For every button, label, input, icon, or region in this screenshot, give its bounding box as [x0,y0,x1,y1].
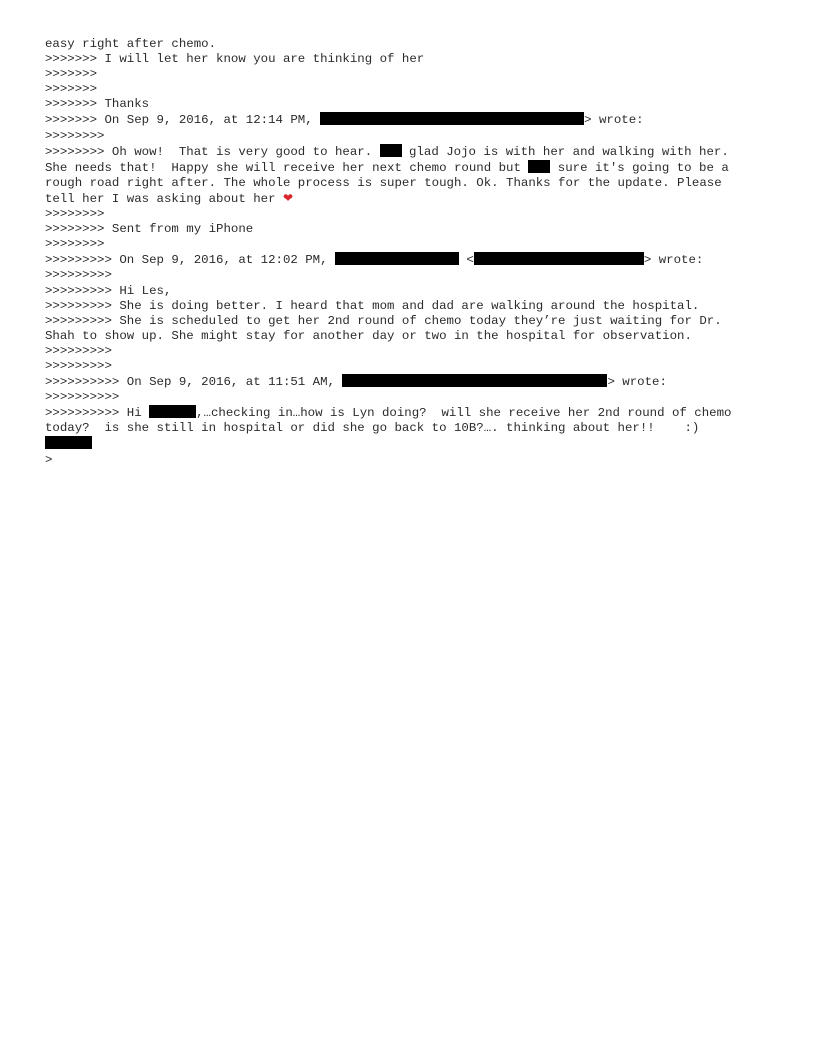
redaction-box [528,160,550,173]
text-line [45,144,785,160]
text-line: >>>>>>> I will let her know you are thinking of her [45,52,425,67]
text-segment: tell her I was asking about her [45,191,283,206]
text-line [45,191,785,207]
quote-header-prefix: >>>>>>>>>> On Sep 9, 2016, at 11:51 AM, [45,375,343,390]
quote-header-line [45,112,785,128]
quote-header-line [45,252,785,268]
text-line [45,160,785,176]
text-segment: >>>>>>>> Oh wow! That is very good to hear. [45,144,380,159]
text-segment: ,…checking in…how is Lyn doing? will she receive her 2nd round of chemo [196,406,732,421]
text-line: >>>>>>>>> [45,268,112,283]
signature-line [45,436,785,452]
text-line: >>>>>>>> Sent from my iPhone [45,222,254,237]
redaction-box [474,252,644,265]
redaction-box [335,252,459,265]
text-line: >>>>>>>>> [45,343,112,358]
email-thread [45,37,785,468]
text-line: >>>>>>>>> She is scheduled to get her 2nd round of chemo today they’re just waiting for Dr. [45,313,722,328]
text-line: Shah to show up. She might stay for another day or two in the hospital for observation. [45,328,692,343]
text-line: > [45,452,53,467]
text-segment: She needs that! Happy she will receive her next chemo round but [45,160,529,175]
text-line: >>>>>>> [45,82,98,97]
text-segment: sure it's going to be a [550,160,729,175]
quote-header-suffix: > wrote: [584,113,644,128]
quote-header-line [45,374,785,390]
text-line: today? is she still in hospital or did she go back to 10B?…. thinking about her!! :) [45,421,700,436]
redaction-box [320,112,584,125]
text-line: >>>>>>>> [45,237,105,252]
text-line: >>>>>>> [45,67,98,82]
redaction-box [45,436,92,449]
text-line: >>>>>>>>> She is doing better. I heard that mom and dad are walking around the hospital. [45,298,700,313]
quote-header-prefix: >>>>>>> On Sep 9, 2016, at 12:14 PM, [45,113,321,128]
text-segment: < [459,253,474,268]
quote-header-prefix: >>>>>>>>> On Sep 9, 2016, at 12:02 PM, [45,253,335,268]
text-line: >>>>>>>>> Hi Les, [45,283,172,298]
redaction-box [380,144,402,157]
text-line: easy right after chemo. [45,37,217,51]
redaction-box [342,374,607,387]
text-segment: glad Jojo is with her and walking with her. [401,144,729,159]
text-line: >>>>>>>>>> [45,390,120,405]
text-line: rough road right after. The whole process is super tough. Ok. Thanks for the update. Please [45,175,722,190]
quote-header-suffix: > wrote: [643,253,704,268]
text-line [45,405,785,421]
text-line: >>>>>>>> [45,207,105,222]
text-line: >>>>>>>> [45,128,105,143]
redaction-box [149,405,196,418]
quote-header-suffix: > wrote: [607,375,667,390]
text-line: >>>>>>> Thanks [45,97,150,112]
text-line: >>>>>>>>> [45,358,112,373]
heart-icon: ❤ [282,190,294,205]
text-segment: >>>>>>>>>> Hi [45,406,150,421]
